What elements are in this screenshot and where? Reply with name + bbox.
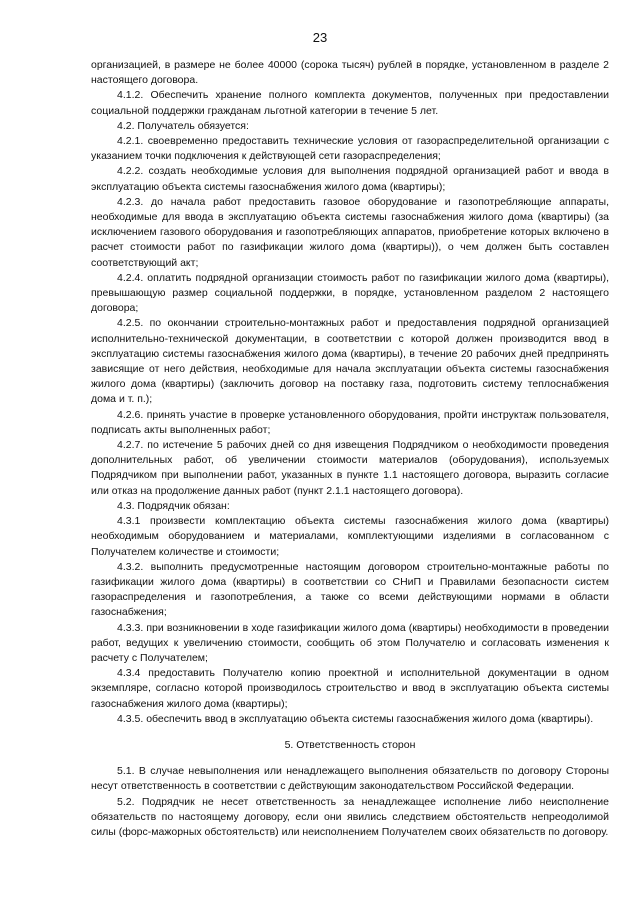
paragraph-4-1-2: 4.1.2. Обеспечить хранение полного комплекта документов, полученных при предоставлении социальной поддержки гражданам льготной категории в течение 5 лет. xyxy=(91,89,609,117)
paragraph-4-3-3: 4.3.3. при возникновении в ходе газификации жилого дома (квартиры) необходимости в проведении работ, ведущих к увеличению стоимости, сообщить об этом Получателю и согласовать изменения к расчету с Получателем; xyxy=(91,621,609,664)
paragraph-5-2: 5.2. Подрядчик не несет ответственность за ненадлежащее исполнение либо неисполнение обязательств по настоящему договору, если они явились следствием обстоятельств непреодолимой силы (форс-мажорных обстоятельств) или неисполнением Получателем своих обязательств по договору. xyxy=(91,795,609,838)
paragraph-4-3-2: 4.3.2. выполнить предусмотренные настоящим договором строительно-монтажные работы по газификации жилого дома (квартиры) в соответствии со СНиП и Правилами безопасности систем газораспределения и газопотребления, а также со всеми действующими нормами в области газоснабжения; xyxy=(91,560,609,619)
paragraph-4-3-5: 4.3.5. обеспечить ввод в эксплуатацию объекта системы газоснабжения жилого дома (квартиры). xyxy=(117,712,594,725)
paragraph-4-3-1: 4.3.1 произвести комплектацию объекта системы газоснабжения жилого дома (квартиры) необходимым оборудованием и материалами, комплектующими изделиями в согласованном с Получателем количестве и стоимости; xyxy=(91,515,609,558)
document-body xyxy=(91,58,609,840)
paragraph-4-2-7: 4.2.7. по истечение 5 рабочих дней со дня извещения Подрядчиком о необходимости проведения дополнительных работ, об увеличении стоимости материалов (оборудования), используемых Подрядчиком при выполнении работ, указанных в пункте 1.1 настоящего договора, выразить согласие или отказ на продолжение данных работ (пункт 2.1.1 настоящего договора). xyxy=(91,439,609,497)
paragraph-4-2-3: 4.2.3. до начала работ предоставить газовое оборудование и газопотребляющие аппараты, необходимые для ввода в эксплуатацию объекта системы газоснабжения жилого дома (квартиры) (за исключением газового оборудования и газопотребляющих аппаратов, приобретение которых включено в расчет стоимости работ по газификации жилого дома (квартиры)), о чем должен быть составлен соответствующий акт; xyxy=(91,195,609,269)
paragraph-continuation: организацией, в размере не более 40000 (сорока тысяч) рублей в порядке, установленном в разделе 2 настоящего договора. xyxy=(91,59,609,87)
paragraph-4-2-4: 4.2.4. оплатить подрядной организации стоимость работ по газификации жилого дома (квартиры), превышающую размер социальной поддержки, в порядке, установленном разделом 2 настоящего договора; xyxy=(91,271,609,315)
paragraph-4-2-6: 4.2.6. принять участие в проверке установленного оборудования, пройти инструктаж пользователя, подписать акты выполненных работ; xyxy=(91,408,609,436)
paragraph-4-2-1: 4.2.1. своевременно предоставить технические условия от газораспределительной организации с указанием точки подключения к действующей сети газораспределения; xyxy=(91,135,609,163)
section-heading: 5. Ответственность сторон xyxy=(284,738,416,751)
page-number: 23 xyxy=(312,30,328,45)
paragraph-4-3-4: 4.3.4 предоставить Получателю копию проектной и исполнительной документации в одном экземпляре, согласно которой производилось строительство и ввод в эксплуатацию объекта системы газоснабжения жилого дома (квартиры); xyxy=(91,667,609,710)
paragraph-4-3: 4.3. Подрядчик обязан: xyxy=(117,499,230,512)
paragraph-4-2: 4.2. Получатель обязуется: xyxy=(117,119,249,132)
paragraph-5-1: 5.1. В случае невыполнения или ненадлежащего выполнения обязательств по договору Стороны несут ответственность в соответствии с действующим законодательством Российской Федерации. xyxy=(91,765,609,793)
paragraph-4-2-2: 4.2.2. создать необходимые условия для выполнения подрядной организацией работ и ввода в эксплуатацию объекта системы газоснабжения жилого дома (квартиры); xyxy=(91,165,609,193)
paragraph-4-2-5: 4.2.5. по окончании строительно-монтажных работ и предоставления подрядной организацией исполнительно-технической документации, в соответствии с которой должен производится ввод в эксплуатацию системы газоснабжения жилого дома (квартиры), в течение 20 рабочих дней предпринять зависящие от него действия, необходимые для начала эксплуатации объекта системы газоснабжения жилого дома (квартиры) (заключить договор на поставку газа, подготовить систему теплоснабжения дома и т. п.); xyxy=(91,317,609,406)
